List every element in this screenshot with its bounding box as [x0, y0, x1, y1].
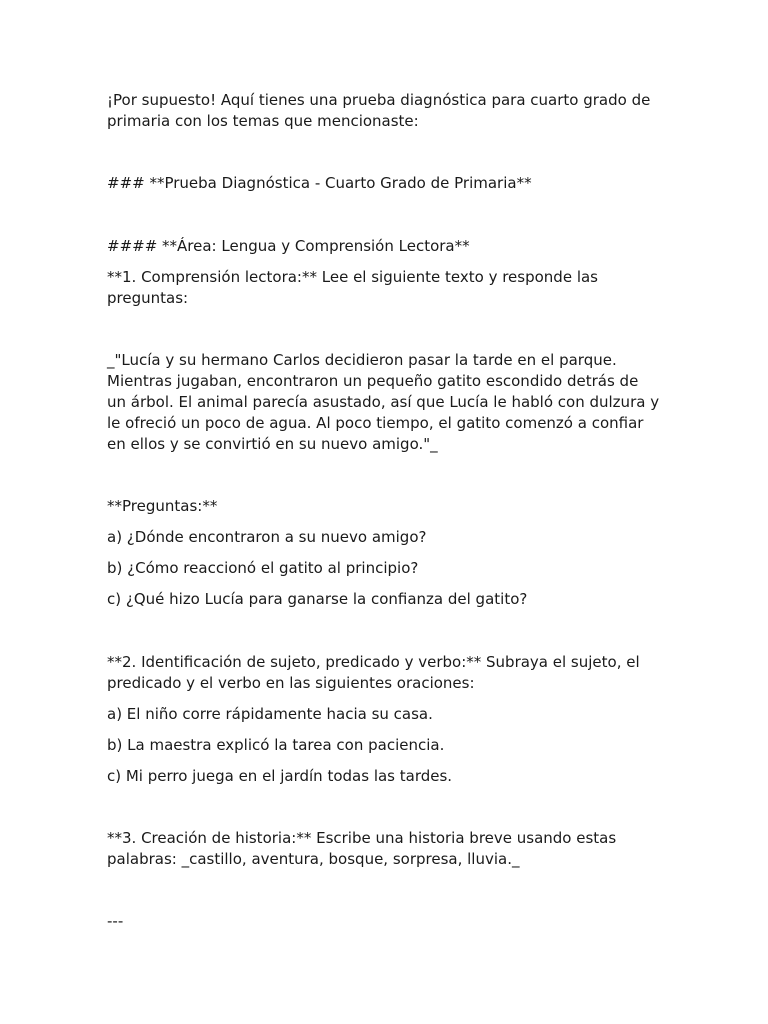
main-heading: ### **Prueba Diagnóstica - Cuarto Grado de Primaria** [107, 174, 532, 192]
passage-line-1: _"Lucía y su hermano Carlos decidieron pasar la tarde en el parque. [107, 351, 617, 369]
sentence-c: c) Mi perro juega en el jardín todas las tardes. [107, 767, 453, 785]
intro-line-2: primaria con los temas que mencionaste: [107, 112, 419, 130]
separator: --- [107, 912, 124, 930]
section2-title-line-1: **2. Identificación de sujeto, predicado y verbo:** Subraya el sujeto, el [107, 653, 640, 671]
section1-title-line-1: **1. Comprensión lectora:** Lee el siguiente texto y responde las [107, 268, 599, 286]
question-a: a) ¿Dónde encontraron a su nuevo amigo? [107, 528, 427, 546]
passage-line-3: un árbol. El animal parecía asustado, así que Lucía le habló con dulzura y [107, 393, 660, 411]
area-heading: #### **Área: Lengua y Comprensión Lectora** [107, 237, 470, 255]
questions-label: **Preguntas:** [107, 497, 218, 515]
sentence-b: b) La maestra explicó la tarea con paciencia. [107, 736, 445, 754]
sentence-a: a) El niño corre rápidamente hacia su casa. [107, 705, 433, 723]
passage-line-2: Mientras jugaban, encontraron un pequeño gatito escondido detrás de [107, 372, 639, 390]
question-b: b) ¿Cómo reaccionó el gatito al principio? [107, 559, 419, 577]
section1-title-line-2: preguntas: [107, 289, 189, 307]
section3-title-line-1: **3. Creación de historia:** Escribe una historia breve usando estas [107, 829, 617, 847]
passage-line-4: le ofreció un poco de agua. Al poco tiempo, el gatito comenzó a confiar [107, 414, 644, 432]
section3-title-line-2: palabras: _castillo, aventura, bosque, sorpresa, lluvia._ [107, 850, 520, 868]
intro-line-1: ¡Por supuesto! Aquí tienes una prueba diagnóstica para cuarto grado de [107, 91, 651, 109]
passage-line-5: en ellos y se convirtió en su nuevo amigo."_ [107, 435, 438, 453]
question-c: c) ¿Qué hizo Lucía para ganarse la confianza del gatito? [107, 590, 528, 608]
section2-title-line-2: predicado y el verbo en las siguientes oraciones: [107, 674, 475, 692]
